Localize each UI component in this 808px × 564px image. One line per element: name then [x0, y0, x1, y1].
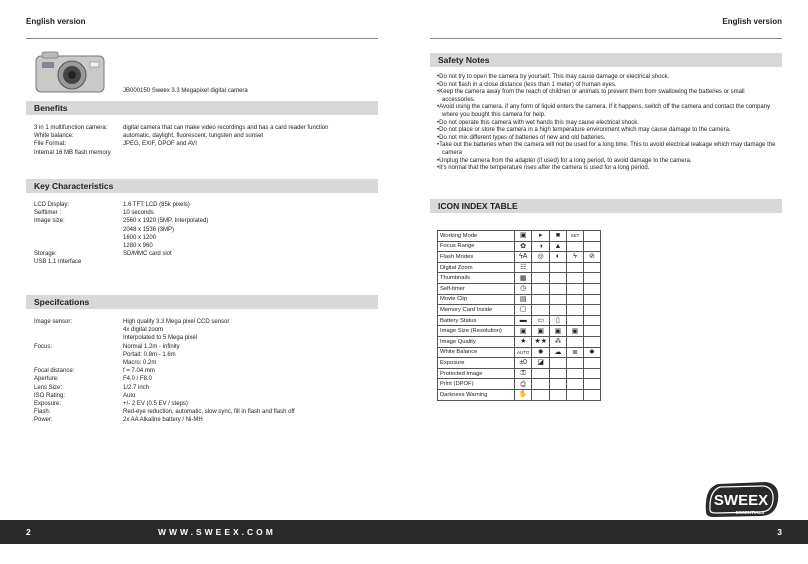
- key-characteristics-heading: Key Characteristics: [26, 179, 378, 193]
- safety-notes-list: [437, 74, 777, 173]
- icon-table-label: Protected Image: [438, 368, 515, 379]
- wb-auto-icon: AUTO: [515, 347, 532, 358]
- key-value: SD/MMC card slot: [123, 251, 172, 258]
- play-icon: ▸: [532, 231, 550, 242]
- specs-value: 1/2.7 inch: [123, 384, 150, 391]
- specs-value: f = 7.04 mm: [123, 368, 155, 375]
- icon-table-label: Image Size (Resolution): [438, 326, 515, 337]
- icon-table-empty-cell: [583, 305, 600, 316]
- red-eye-icon: ◎: [532, 252, 550, 263]
- specs-label: Focus:: [34, 343, 53, 350]
- icon-table-empty-cell: [549, 379, 566, 390]
- icon-table-row: [438, 347, 601, 358]
- specs-label: ISO Rating:: [34, 392, 66, 399]
- key-label: USB 1.1 Interface: [34, 259, 82, 266]
- icon-table-label: Digital Zoom: [438, 262, 515, 273]
- icon-table-label: Working Mode: [438, 231, 515, 242]
- icon-table-empty-cell: [566, 305, 583, 316]
- specs-value: High quality 3.3 Mega pixel CCD sensor: [123, 319, 230, 325]
- specs-label: Aperture:: [34, 376, 59, 383]
- icon-table-empty-cell: [566, 241, 583, 252]
- page-number-left: 2: [26, 527, 31, 537]
- icon-table-empty-cell: [566, 273, 583, 284]
- safety-note: • It's normal that the temperature rises after the camera is used for a long period.: [437, 165, 777, 173]
- icon-table-label: Self-timer: [438, 283, 515, 294]
- footer-bar: [0, 520, 808, 544]
- size-1mp-icon: ▣: [566, 326, 583, 337]
- size-5mp-icon: ▣: [515, 326, 532, 337]
- icon-table-row: [438, 336, 601, 347]
- icon-table-empty-cell: [532, 262, 550, 273]
- specs-value: Interpolated to 5 Mega pixel: [123, 335, 198, 342]
- icon-table-empty-cell: [583, 379, 600, 390]
- footer-url: WWW.SWEEX.COM: [158, 527, 276, 537]
- thumbnails-icon: ▦: [515, 273, 532, 284]
- specs-value: Red-eye reduction, automatic, slow sync, fill in flash and flash off: [123, 409, 295, 416]
- battery-full-icon: ▬: [515, 315, 532, 326]
- specs-label: Image sensor:: [34, 319, 73, 325]
- icon-table-label: Thumbnails: [438, 273, 515, 284]
- specs-value: +/- 2 EV (0.5 EV / steps): [123, 401, 188, 407]
- wb-daylight-icon: ✹: [532, 347, 550, 358]
- size-3mp-icon: ▣: [532, 326, 550, 337]
- product-model: JB000150 Sweex 3.3 Megapixel digital camera: [123, 88, 248, 94]
- safety-note: • Do not place or store the camera in a high temperature environment which may cause damage to the camera.: [437, 127, 777, 135]
- specs-label: Focal distance:: [34, 368, 75, 375]
- benefits-value: automatic, daylight, fluorescent, tungsten and sunset: [123, 133, 264, 140]
- memory-card-icon: ▢: [515, 305, 532, 316]
- battery-half-icon: ▭: [532, 315, 550, 326]
- logo-brand: SWEEX: [713, 492, 769, 509]
- icon-table-empty-cell: [583, 262, 600, 273]
- key-label: Storage:: [34, 251, 57, 258]
- specs-label: Lens Size:: [34, 384, 63, 391]
- safety-note: • Unplug the camera from the adapter (if used) for a long period, to avoid damage to the camera.: [437, 158, 777, 166]
- icon-table-row: [438, 305, 601, 316]
- exposure-value-icon: ±0: [515, 358, 532, 369]
- header-rule-right: [430, 38, 782, 39]
- zoom-icon: ☷: [515, 262, 532, 273]
- icon-table-empty-cell: [566, 379, 583, 390]
- logo-tagline: ESSENTIALS: [735, 510, 765, 515]
- safety-note: • Do not flash in a close distance (less than 1 meter) of human eyes.: [437, 82, 777, 90]
- icon-table-empty-cell: [583, 294, 600, 305]
- key-label: LCD Display:: [34, 202, 70, 208]
- specs-label: Flash:: [34, 409, 51, 416]
- benefits-heading: Benefits: [26, 101, 378, 115]
- icon-table-label: Battery Status: [438, 315, 515, 326]
- specs-value: 4x digital zoom: [123, 327, 164, 334]
- exposure-box-icon: ◪: [532, 358, 550, 369]
- icon-table-empty-cell: [566, 389, 583, 400]
- icon-table-empty-cell: [532, 389, 550, 400]
- icon-table-empty-cell: [532, 294, 550, 305]
- flash-auto-icon: ϟA: [515, 252, 532, 263]
- specs-value: Auto: [123, 392, 136, 399]
- icon-table-label: Print (DPOF): [438, 379, 515, 390]
- header-rule-left: [26, 38, 378, 39]
- icon-table-row: [438, 389, 601, 400]
- wb-tungsten-icon: ✸: [583, 347, 600, 358]
- flash-icon: ϟ: [566, 252, 583, 263]
- key-value: 10 seconds: [123, 210, 154, 217]
- icon-table-empty-cell: [549, 389, 566, 400]
- specs-value: F4.0 / F8.0: [123, 376, 153, 383]
- key-value: 1280 x 960: [123, 243, 153, 249]
- icon-index-table: [437, 230, 601, 401]
- icon-table-row: [438, 283, 601, 294]
- icon-table-empty-cell: [549, 368, 566, 379]
- icon-table-empty-cell: [566, 336, 583, 347]
- icon-table-empty-cell: [583, 241, 600, 252]
- icon-table-row: [438, 379, 601, 390]
- safety-note: • Do not operate this camera with wet hands this may cause electrical shock.: [437, 120, 777, 128]
- specs-label: Power:: [34, 417, 53, 424]
- battery-low-icon: ▯: [549, 315, 566, 326]
- icon-table-row: [438, 326, 601, 337]
- icon-table-empty-cell: [583, 336, 600, 347]
- icon-table-row: [438, 358, 601, 369]
- safety-note: • Do not try to open the camera by yourself. This may cause damage or electrical shock.: [437, 74, 777, 82]
- wb-fluorescent-icon: ≣: [566, 347, 583, 358]
- icon-table-row: [438, 315, 601, 326]
- benefits-label: File Format:: [34, 141, 67, 148]
- icon-index-heading: ICON INDEX TABLE: [430, 199, 782, 213]
- icon-table-empty-cell: [566, 368, 583, 379]
- benefits-label: White balance:: [34, 133, 74, 140]
- video-camera-icon: ■: [549, 231, 566, 242]
- movie-clip-icon: ▤: [515, 294, 532, 305]
- specs-value: Macro: 0.2m: [123, 360, 157, 366]
- key-value: 2048 x 1536 (3MP): [123, 226, 175, 233]
- icon-table-row: [438, 294, 601, 305]
- icon-table-label: Image Quality: [438, 336, 515, 347]
- icon-table-row: [438, 241, 601, 252]
- header-right: English version: [722, 17, 782, 26]
- page-number-right: 3: [777, 527, 782, 537]
- icon-table-label: Movie Clip: [438, 294, 515, 305]
- icon-table-label: Focus Range: [438, 241, 515, 252]
- print-icon: ⎙: [515, 379, 532, 390]
- icon-table-row: [438, 262, 601, 273]
- icon-table-label: Darkness Warning: [438, 389, 515, 400]
- icon-table-row: [438, 252, 601, 263]
- safety-note: • Do not mix different types of batteries of new and old batteries.: [437, 135, 777, 143]
- hand-icon: ✋: [515, 389, 532, 400]
- icon-table-empty-cell: [583, 368, 600, 379]
- specifications-heading: Specifcations: [26, 295, 378, 309]
- timer-icon: ◷: [515, 283, 532, 294]
- quality-fine-icon: ★: [515, 336, 532, 347]
- icon-table-empty-cell: [566, 283, 583, 294]
- icon-table-empty-cell: [583, 389, 600, 400]
- icon-table-empty-cell: [549, 273, 566, 284]
- icon-table-empty-cell: [532, 283, 550, 294]
- icon-table-empty-cell: [549, 283, 566, 294]
- quality-normal-icon: ★★: [532, 336, 550, 347]
- slow-sync-icon: ◐: [549, 252, 566, 263]
- icon-table-row: [438, 273, 601, 284]
- icon-table-empty-cell: [583, 231, 600, 242]
- benefits-value: JPEG, EXIF, DPOF and AVI: [123, 141, 197, 148]
- key-value: 1.6 TFT LCD (85k pixels): [123, 202, 190, 208]
- icon-table-empty-cell: [549, 294, 566, 305]
- mountain-icon: ▲: [549, 241, 566, 252]
- header-left: English version: [26, 17, 86, 26]
- icon-table-empty-cell: [532, 379, 550, 390]
- set-icon: SET: [566, 231, 583, 242]
- icon-table-empty-cell: [583, 273, 600, 284]
- icon-table-label: Flash Modes: [438, 252, 515, 263]
- icon-table-empty-cell: [583, 358, 600, 369]
- safety-note: • Take out the batteries when the camera will not be used for a long time. This to avoid electrical leakage which may damage the camera: [437, 142, 777, 157]
- icon-table-empty-cell: [532, 273, 550, 284]
- quality-economy-icon: ⁂: [549, 336, 566, 347]
- icon-table-empty-cell: [583, 326, 600, 337]
- camera-icon: ▣: [515, 231, 532, 242]
- icon-table-label: Memory Card Inside: [438, 305, 515, 316]
- icon-table-empty-cell: [583, 283, 600, 294]
- safety-notes-heading: Safety Notes: [430, 53, 782, 67]
- specs-value: 2x AA Alkaline battery / Ni-MH: [123, 417, 203, 424]
- camera-image: [34, 50, 106, 94]
- icon-table-empty-cell: [566, 358, 583, 369]
- specs-label: Exposure:: [34, 401, 62, 407]
- safety-note: • Avoid using the camera, if any form of liquid enters the camera. If it happens, switch off the camera and contact the company where you bought this camera for help.: [437, 104, 777, 119]
- icon-table-empty-cell: [549, 305, 566, 316]
- key-value: 2560 x 1920 (5MP, Interpolated): [123, 218, 209, 225]
- key-label: Selftimer :: [34, 210, 62, 217]
- portrait-icon: ◑: [532, 241, 550, 252]
- benefits-label: 3 in 1 multifunction camera:: [34, 125, 108, 131]
- benefits-label: Internal 16 MB flash memory: [34, 149, 111, 156]
- icon-table-empty-cell: [566, 294, 583, 305]
- icon-table-empty-cell: [583, 315, 600, 326]
- icon-table-empty-cell: [566, 262, 583, 273]
- size-2mp-icon: ▣: [549, 326, 566, 337]
- icon-table-row: [438, 231, 601, 242]
- icon-table-empty-cell: [566, 315, 583, 326]
- specs-value: Normal 1.2m - infinity: [123, 343, 180, 350]
- icon-table-empty-cell: [549, 358, 566, 369]
- icon-table-label: White Balance: [438, 347, 515, 358]
- safety-note: • Keep the camera away from the reach of children or animals to prevent them from swallowing the batteries or small accessories.: [437, 89, 777, 104]
- wb-cloudy-icon: ☁: [549, 347, 566, 358]
- icon-table-label: Exposure: [438, 358, 515, 369]
- flash-off-icon: ⊘: [583, 252, 600, 263]
- icon-table-row: [438, 368, 601, 379]
- key-value: 1600 x 1200: [123, 234, 157, 241]
- sweex-logo: [700, 478, 782, 520]
- icon-table-empty-cell: [532, 368, 550, 379]
- icon-table-empty-cell: [532, 305, 550, 316]
- specs-value: Portait: 0.8m - 1.6m: [123, 351, 176, 358]
- benefits-value: digital camera that can make video recordings and has a card reader function: [123, 125, 329, 131]
- key-icon: ⚿: [515, 368, 532, 379]
- flower-icon: ✿: [515, 241, 532, 252]
- icon-table-empty-cell: [549, 262, 566, 273]
- key-label: Image size:: [34, 218, 65, 225]
